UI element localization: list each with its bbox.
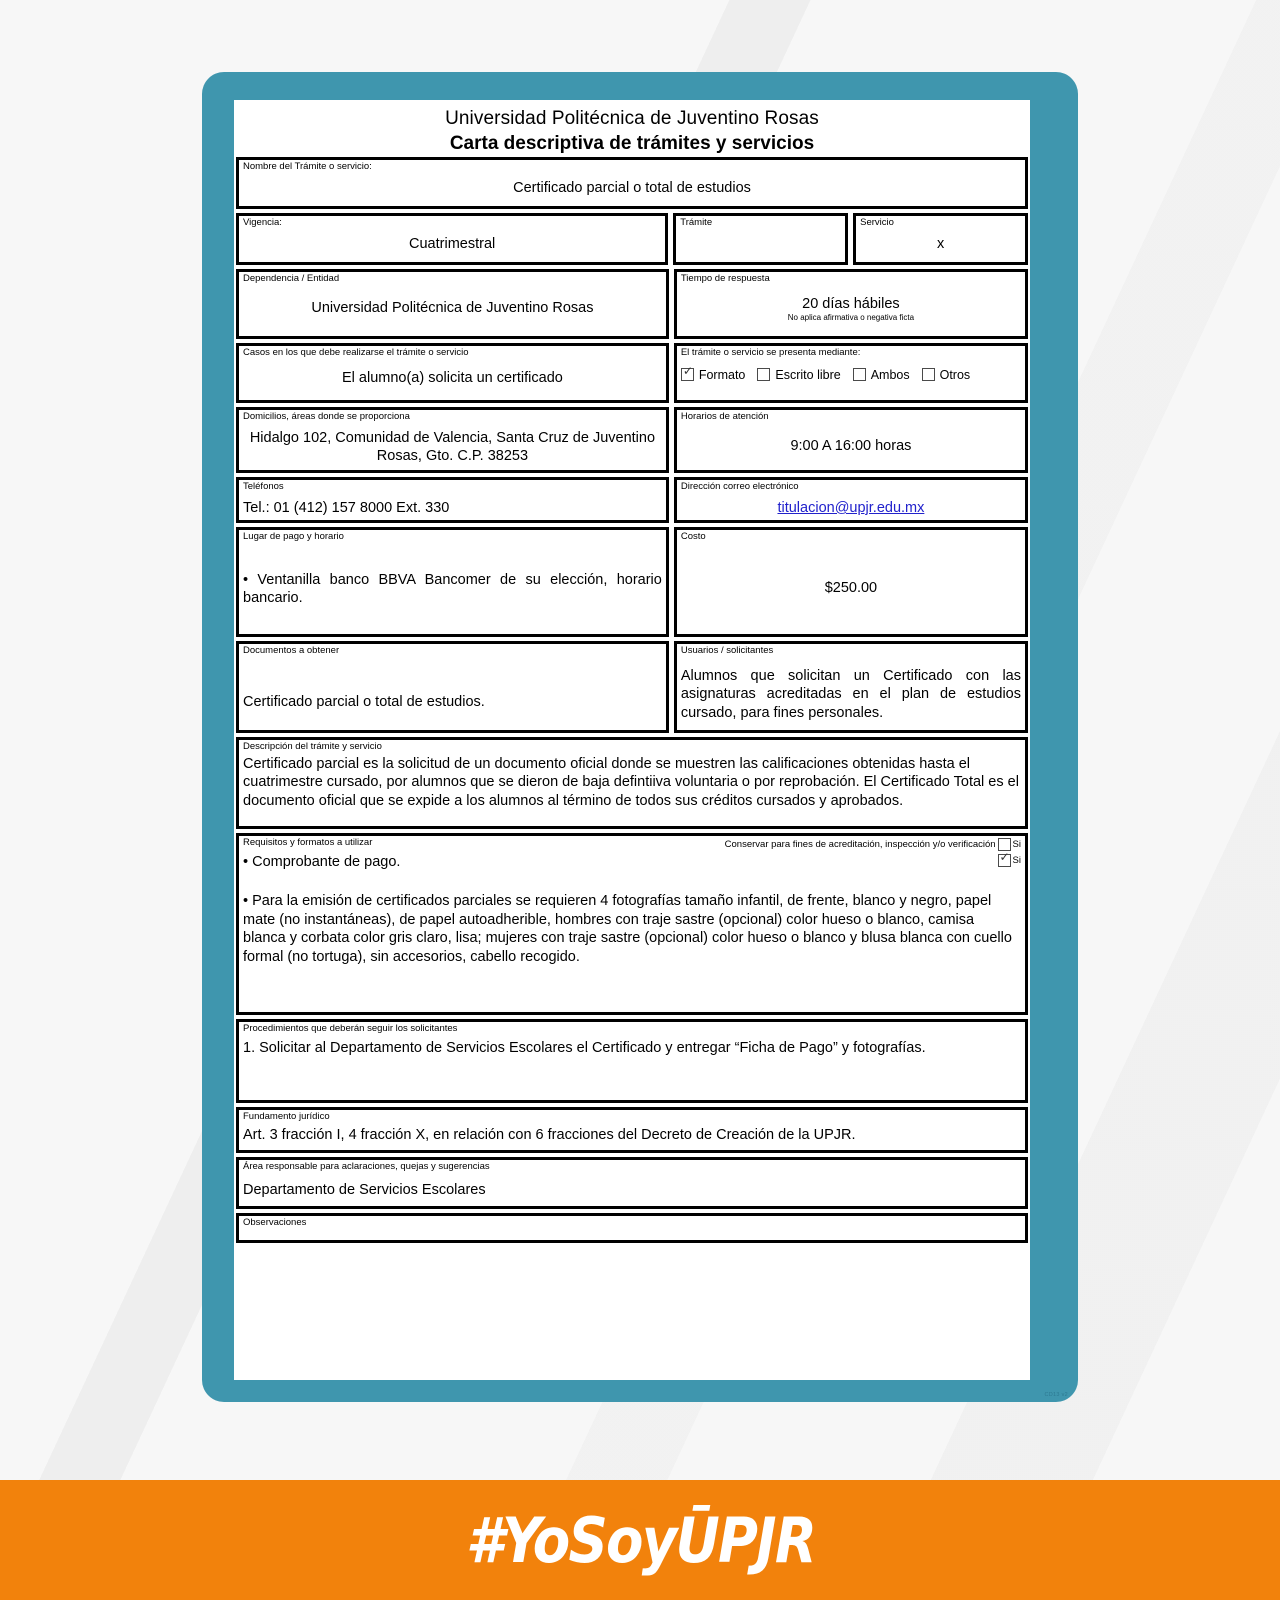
label-procedimientos: Procedimientos que deberán seguir los solicitantes bbox=[243, 1023, 458, 1034]
value-costo: $250.00 bbox=[824, 579, 878, 596]
document-code-stamp: CD13 v2 bbox=[1044, 1392, 1068, 1398]
field-tiempo-respuesta bbox=[674, 269, 1028, 339]
label-usuarios: Usuarios / solicitantes bbox=[680, 645, 774, 656]
field-costo bbox=[674, 527, 1028, 637]
field-servicio bbox=[853, 213, 1028, 265]
field-telefonos bbox=[236, 477, 669, 523]
row-area-responsable bbox=[236, 1157, 1028, 1209]
label-nombre-tramite: Nombre del Trámite o servicio: bbox=[243, 161, 372, 172]
field-domicilios bbox=[236, 407, 669, 473]
value-dependencia: Universidad Politécnica de Juventino Rosas bbox=[311, 299, 594, 316]
field-vigencia bbox=[236, 213, 668, 265]
requisitos-item-row bbox=[243, 854, 1021, 870]
value-correo-wrap bbox=[681, 493, 1021, 518]
label-observaciones: Observaciones bbox=[243, 1217, 307, 1228]
value-telefonos: Tel.: 01 (412) 157 8000 Ext. 330 bbox=[243, 499, 450, 516]
label-fundamento: Fundamento jurídico bbox=[243, 1111, 330, 1122]
field-observaciones bbox=[236, 1213, 1028, 1243]
label-dependencia: Dependencia / Entidad bbox=[243, 273, 340, 284]
document-header bbox=[234, 100, 1030, 157]
value-tiempo-respuesta: 20 días hábiles bbox=[802, 295, 900, 312]
value-documentos: Certificado parcial o total de estudios. bbox=[243, 693, 485, 710]
note-tiempo-respuesta: No aplica afirmativa o negativa ficta bbox=[787, 313, 915, 323]
value-requisitos-item2: • Para la emisión de certificados parciales se requieren 4 fotografías tamaño infantil, de frente, blanco y negro, papel mate (no instantáneas), de papel autoadherible, hombres con traje sastre (opcional) color hueso o blanco, camisa blanca y corbata color gris claro, lisa; mujeres con traje sastre (opcional) color hueso o blanco y blusa blanca con cuello formal (no tortuga), sin accesorios, cabello recogido. bbox=[243, 893, 1012, 965]
checkbox-formato-icon[interactable] bbox=[681, 368, 694, 381]
field-casos bbox=[236, 343, 669, 403]
row-dependencia bbox=[236, 269, 1028, 339]
row-procedimientos bbox=[236, 1019, 1028, 1103]
field-dependencia bbox=[236, 269, 669, 339]
checkbox-label-formato: Formato bbox=[698, 367, 746, 382]
field-usuarios bbox=[674, 641, 1028, 733]
label-correo: Dirección correo electrónico bbox=[680, 481, 799, 492]
footer-banner bbox=[0, 1480, 1280, 1600]
checkbox-label-conservar-1: Si bbox=[1012, 839, 1021, 850]
field-requisitos bbox=[236, 833, 1028, 1015]
checkbox-option-otros[interactable] bbox=[922, 368, 971, 382]
row-pago bbox=[236, 527, 1028, 637]
value-requisitos-item1: • Comprobante de pago. bbox=[243, 854, 401, 870]
label-servicio: Servicio bbox=[860, 217, 894, 228]
checkbox-label-escrito-libre: Escrito libre bbox=[775, 367, 841, 382]
label-descripcion: Descripción del trámite y servicio bbox=[243, 741, 382, 752]
conservar-row-2 bbox=[996, 854, 1021, 867]
field-fundamento bbox=[236, 1107, 1028, 1153]
row-casos bbox=[236, 343, 1028, 403]
value-descripcion: Certificado parcial es la solicitud de un documento oficial donde se muestren las calificaciones obtenidas hasta el cuatrimestre cursado, por alumnos que se dieron de baja defintiiva voluntaria o por reprobación. El Certificado Total es el documento oficial que se expide a los alumnos al término de todos sus créditos cursados y aprobados. bbox=[243, 755, 1019, 810]
label-costo: Costo bbox=[680, 531, 706, 542]
field-correo bbox=[674, 477, 1028, 523]
row-vigencia bbox=[236, 213, 1028, 265]
checkbox-conservar-si-icon[interactable] bbox=[998, 854, 1011, 867]
page-title: Carta descriptiva de trámites y servicios bbox=[449, 133, 815, 154]
row-requisitos bbox=[236, 833, 1028, 1015]
label-telefonos: Teléfonos bbox=[243, 481, 284, 492]
field-procedimientos bbox=[236, 1019, 1028, 1103]
email-link[interactable]: titulacion@upjr.edu.mx bbox=[777, 499, 925, 516]
label-horarios: Horarios de atención bbox=[680, 411, 769, 422]
checkbox-label-otros: Otros bbox=[939, 367, 971, 382]
field-area-responsable bbox=[236, 1157, 1028, 1209]
value-fundamento: Art. 3 fracción I, 4 fracción X, en relación con 6 fracciones del Decreto de Creación de la UPJR. bbox=[243, 1126, 856, 1143]
conservar-row-1 bbox=[725, 838, 1021, 851]
value-area-responsable: Departamento de Servicios Escolares bbox=[243, 1181, 486, 1198]
value-domicilios: Hidalgo 102, Comunidad de Valencia, Santa Cruz de Juventino Rosas, Gto. C.P. 38253 bbox=[249, 429, 656, 465]
label-vigencia: Vigencia: bbox=[243, 217, 282, 228]
row-telefonos bbox=[236, 477, 1028, 523]
value-servicio: x bbox=[936, 235, 945, 252]
teal-document-card bbox=[202, 72, 1078, 1402]
label-tiempo-respuesta: Tiempo de respuesta bbox=[680, 273, 770, 284]
university-name: Universidad Politécnica de Juventino Rosas bbox=[445, 108, 819, 129]
checkbox-ambos-icon[interactable] bbox=[853, 368, 866, 381]
value-nombre-tramite: Certificado parcial o total de estudios bbox=[513, 179, 751, 196]
field-documentos bbox=[236, 641, 669, 733]
field-tramite bbox=[673, 213, 848, 265]
row-domicilios bbox=[236, 407, 1028, 473]
value-usuarios: Alumnos que solicitan un Certificado con las asignaturas acreditadas en el plan de estudios cursado, para fines personales. bbox=[680, 667, 1021, 722]
form-sheet bbox=[234, 100, 1030, 1380]
row-fundamento bbox=[236, 1107, 1028, 1153]
value-vigencia: Cuatrimestral bbox=[409, 235, 496, 252]
label-documentos: Documentos a obtener bbox=[243, 645, 340, 656]
checkbox-label-ambos: Ambos bbox=[870, 367, 910, 382]
value-procedimientos: 1. Solicitar al Departamento de Servicios Escolares el Certificado y entregar “Ficha de Pago” y fotografías. bbox=[243, 1039, 926, 1056]
checkbox-otros-icon[interactable] bbox=[922, 368, 935, 381]
field-horarios bbox=[674, 407, 1028, 473]
checkbox-option-ambos[interactable] bbox=[853, 368, 910, 382]
mediante-checkbox-group bbox=[681, 368, 1021, 382]
checkbox-escrito-libre-icon[interactable] bbox=[757, 368, 770, 381]
field-lugar-pago bbox=[236, 527, 669, 637]
label-mediante: El trámite o servicio se presenta mediante: bbox=[680, 347, 861, 358]
hashtag-yosoyupjr: #YoSoyŪPJR bbox=[465, 1503, 815, 1577]
row-documentos bbox=[236, 641, 1028, 733]
row-observaciones bbox=[236, 1213, 1028, 1243]
checkbox-option-escrito-libre[interactable] bbox=[757, 368, 840, 382]
field-nombre-tramite bbox=[236, 157, 1028, 209]
value-tramite bbox=[680, 229, 841, 235]
label-domicilios: Domicilios, áreas donde se proporciona bbox=[243, 411, 410, 422]
value-lugar-pago: • Ventanilla banco BBVA Bancomer de su elección, horario bancario. bbox=[243, 571, 662, 607]
label-conservar: Conservar para fines de acreditación, inspección y/o verificación bbox=[724, 839, 996, 850]
checkbox-label-conservar-2: Si bbox=[1012, 855, 1021, 866]
label-casos: Casos en los que debe realizarse el trámite o servicio bbox=[243, 347, 469, 358]
value-casos: El alumno(a) solicita un certificado bbox=[342, 369, 563, 386]
requisitos-header bbox=[243, 838, 1021, 851]
row-nombre bbox=[236, 157, 1028, 209]
field-mediante bbox=[674, 343, 1028, 403]
label-tramite: Trámite bbox=[680, 217, 713, 228]
label-area-responsable: Área responsable para aclaraciones, quejas y sugerencias bbox=[243, 1161, 490, 1172]
checkbox-option-formato[interactable] bbox=[681, 368, 746, 382]
field-descripcion bbox=[236, 737, 1028, 829]
label-requisitos: Requisitos y formatos a utilizar bbox=[243, 837, 373, 848]
row-descripcion bbox=[236, 737, 1028, 829]
label-lugar-pago: Lugar de pago y horario bbox=[243, 531, 344, 542]
value-horarios: 9:00 A 16:00 horas bbox=[790, 437, 912, 454]
